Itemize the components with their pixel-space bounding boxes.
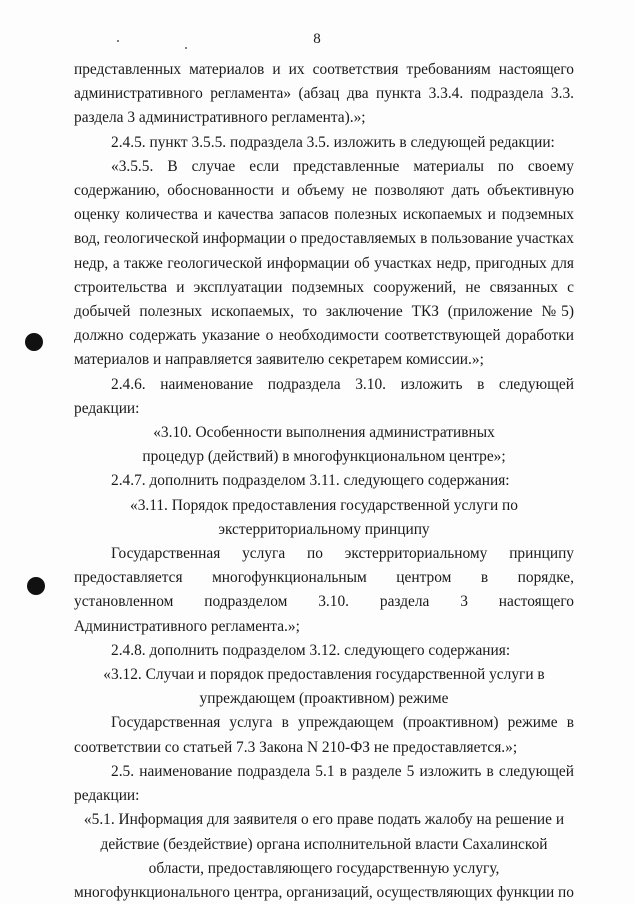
paragraph-3-11-body: Государственная услуга по экстерриториальному принципу предоставляется многофункциональным центром в порядке, установленном подразделом 3.10. раздела 3 настоящего Административного регламента.»; [74, 545, 574, 635]
heading-3-10: «3.10. Особенности выполнения административных процедур (действий) в многофункциональном центре»; [142, 424, 506, 466]
paragraph-item-2-4-5: 2.4.5. пункт 3.5.5. подраздела 3.5. изложить в следующей редакции: [111, 133, 555, 151]
paragraph-item-2-4-8: 2.4.8. дополнить подразделом 3.12. следующего содержания: [111, 641, 511, 659]
paragraph-item-2-5: 2.5. наименование подраздела 5.1 в разделе 5 изложить в следующей редакции: [74, 762, 574, 805]
scan-speck [185, 47, 187, 49]
document-body [74, 58, 574, 905]
paragraph-3-12-body: Государственная услуга в упреждающем (проактивном) режиме в соответствии со статьей 7.3 Закона N 210-ФЗ не предоставляется.»; [74, 714, 574, 756]
binder-hole [25, 333, 43, 351]
paragraph-item-2-4-6: 2.4.6. наименование подраздела 3.10. изложить в следующей редакции: [74, 375, 574, 417]
paragraph-3-5-5: «3.5.5. В случае если представленные материалы по своему содержанию, обоснованности и объему не позволяют дать объективную оценку количества и качества запасов полезных ископаемых и подземных вод, геологической информации о предоставляемых в пользование участках недр, а также геологической информации об участках недр, пригодных для строительства и эксплуатации подземных сооружений, не связанных с добычей полезных ископаемых, то заключение ТКЗ (приложение №5) должно содержать указание о необходимости соответствующей доработки материалов и направляется заявителю секретарем комиссии.»; [74, 157, 574, 369]
heading-3-11: «3.11. Порядок предоставления государственной услуги по экстерриториальному принципу [130, 496, 518, 538]
paragraph-continuation: представленных материалов и их соответствия требованиям настоящего административного регламента» (абзац два пункта 3.3.4. подраздела 3.3. раздела 3 административного регламента).»; [74, 61, 574, 127]
page-number: 8 [313, 31, 321, 47]
binder-hole [27, 577, 45, 595]
heading-3-12: «3.12. Случаи и порядок предоставления государственной услуги в упреждающем (проактивном) режиме [103, 666, 545, 708]
paragraph-item-2-4-7: 2.4.7. дополнить подразделом 3.11. следующего содержания: [111, 472, 510, 490]
heading-5-1: «5.1. Информация для заявителя о его праве подать жалобу на решение и действие (бездействие) органа исполнительной власти Сахалинской области, предоставляющего государственную услугу, многофункционального центра, организаций, осуществляющих функции по [74, 811, 574, 901]
scan-speck [117, 40, 119, 42]
